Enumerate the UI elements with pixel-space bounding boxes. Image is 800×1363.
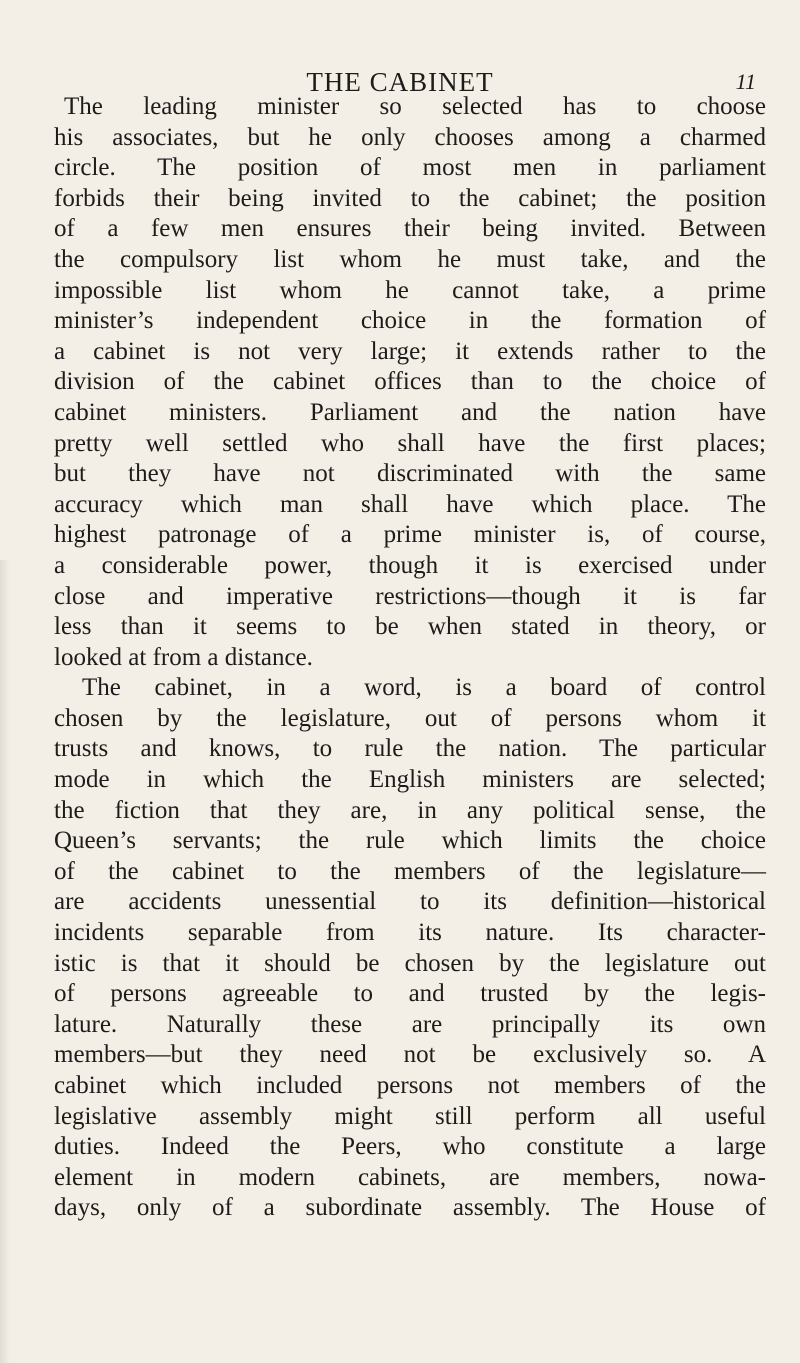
text-line: but they have not discriminated with the same bbox=[54, 460, 766, 488]
body-text bbox=[54, 92, 766, 1224]
text-line: his associates, but he only chooses among a charmed bbox=[54, 123, 766, 151]
text-line: division of the cabinet offices than to the choice of bbox=[54, 368, 766, 396]
text-line: of the cabinet to the members of the legislature— bbox=[54, 857, 766, 885]
text-line: less than it seems to be when stated in theory, or bbox=[54, 613, 766, 641]
text-line: chosen by the legislature, out of persons whom it bbox=[54, 704, 766, 732]
text-line: are accidents unessential to its definition—historical bbox=[54, 888, 766, 916]
text-line: circle. The position of most men in parliament bbox=[54, 154, 766, 182]
text-line: incidents separable from its nature. Its character- bbox=[54, 919, 766, 947]
text-line: legislative assembly might still perform all useful bbox=[54, 1102, 766, 1130]
text-line: duties. Indeed the Peers, who constitute a large bbox=[54, 1133, 766, 1161]
text-line: istic is that it should be chosen by the legislature out bbox=[54, 949, 766, 977]
text-line: Queen’s servants; the rule which limits the choice bbox=[54, 827, 766, 855]
text-line: The leading minister so selected has to choose bbox=[64, 93, 766, 120]
text-line: the compulsory list whom he must take, and the bbox=[54, 245, 766, 273]
text-line: forbids their being invited to the cabinet; the position bbox=[54, 184, 766, 212]
running-head: THE CABINET bbox=[306, 67, 494, 97]
page-edge-shadow bbox=[0, 560, 10, 1363]
text-line: accuracy which man shall have which place. The bbox=[54, 490, 766, 518]
text-line: mode in which the English ministers are selected; bbox=[54, 766, 766, 794]
text-line: members—but they need not be exclusively so. A bbox=[54, 1041, 766, 1069]
text-line: The cabinet, in a word, is a board of control bbox=[82, 674, 766, 702]
text-line: lature. Naturally these are principally its own bbox=[54, 1010, 766, 1038]
text-line: close and imperative restrictions—though it is far bbox=[54, 582, 766, 610]
text-line: cabinet which included persons not members of the bbox=[54, 1072, 766, 1099]
text-line: of persons agreeable to and trusted by the legis- bbox=[54, 980, 766, 1008]
text-line: of a few men ensures their being invited. Between bbox=[54, 215, 766, 243]
text-line: highest patronage of a prime minister is, of course, bbox=[54, 521, 766, 549]
text-line: trusts and knows, to rule the nation. The particular bbox=[54, 735, 766, 763]
text-line: pretty well settled who shall have the first places; bbox=[54, 429, 766, 457]
text-line: days, only of a subordinate assembly. The House of bbox=[54, 1194, 766, 1222]
text-line: looked at from a distance. bbox=[54, 643, 313, 671]
text-line: minister’s independent choice in the formation of bbox=[54, 307, 766, 335]
text-line: a cabinet is not very large; it extends rather to the bbox=[54, 337, 766, 365]
text-line: impossible list whom he cannot take, a prime bbox=[54, 276, 766, 304]
text-line: a considerable power, though it is exercised under bbox=[54, 551, 766, 579]
text-line: element in modern cabinets, are members, nowa- bbox=[54, 1163, 766, 1191]
text-line: cabinet ministers. Parliament and the nation have bbox=[54, 398, 766, 426]
text-line: the fiction that they are, in any political sense, the bbox=[54, 796, 766, 824]
page-number: 11 bbox=[735, 69, 756, 94]
